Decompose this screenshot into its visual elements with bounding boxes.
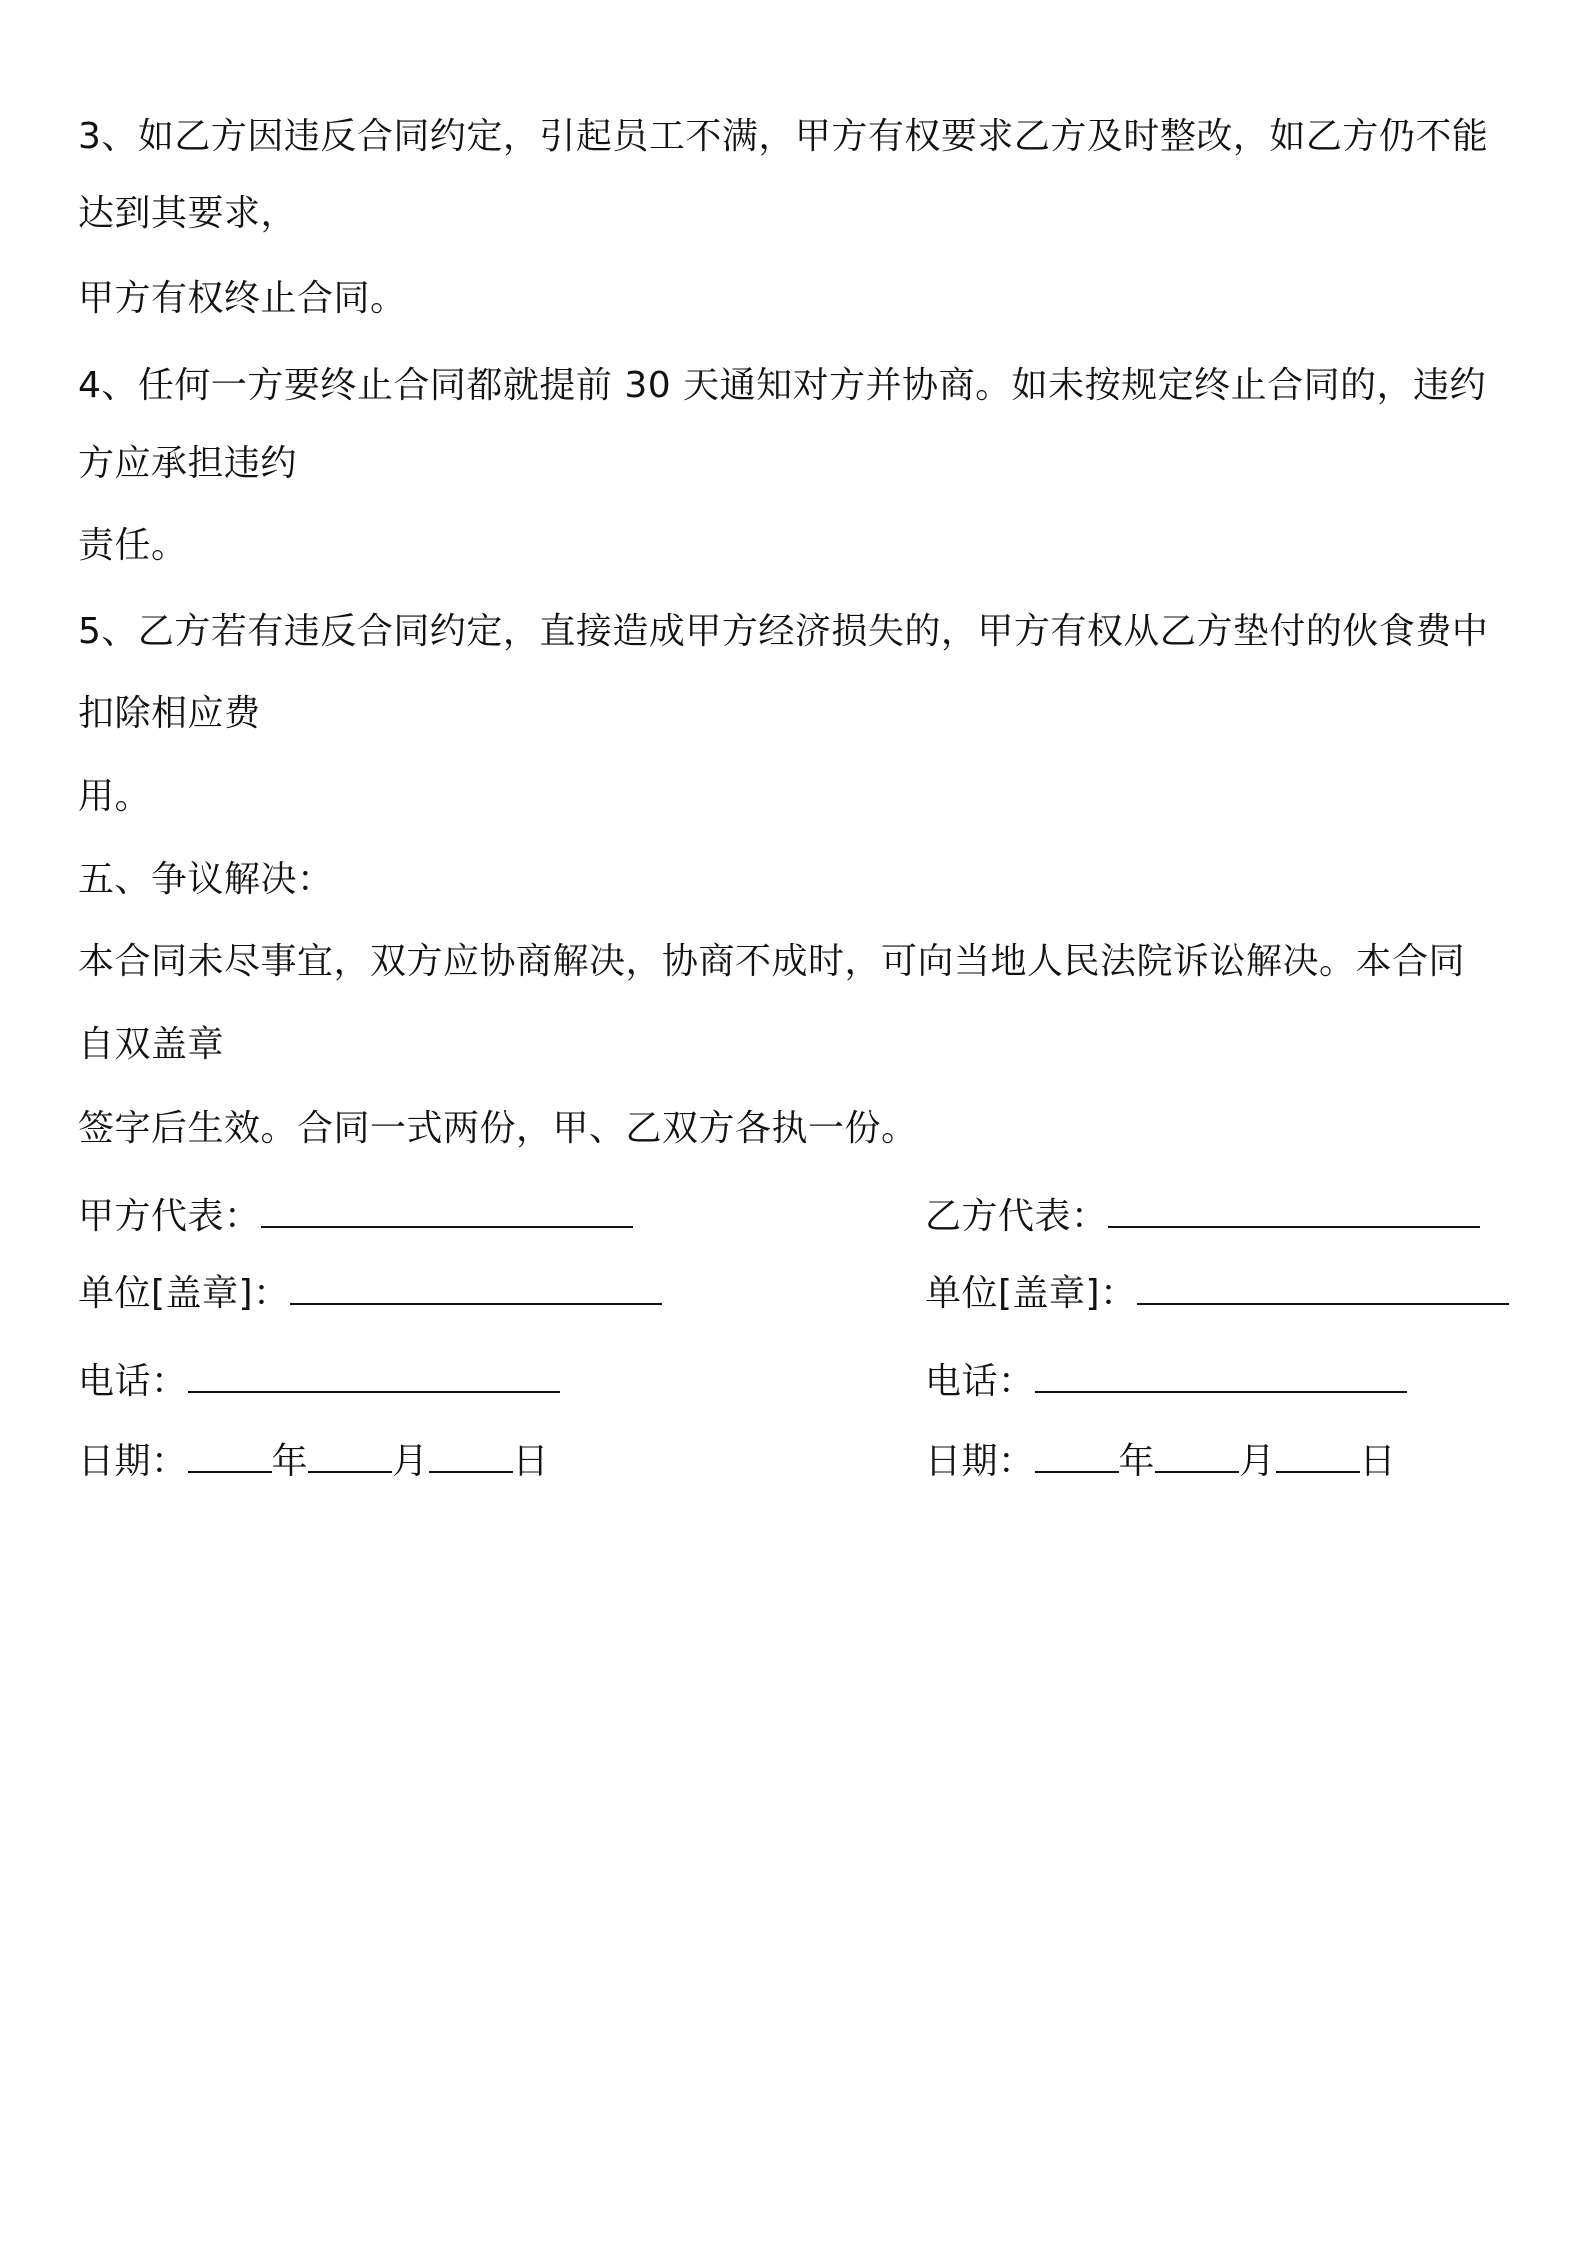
party-b-phone-label: 电话： bbox=[925, 1361, 1035, 1402]
party-b-date-label: 日期： bbox=[925, 1441, 1035, 1482]
party-a-day-blank[interactable] bbox=[429, 1441, 513, 1473]
clause-4-line-3: 责任。 bbox=[78, 525, 188, 566]
section-heading-dispute: 五、争议解决： bbox=[78, 859, 334, 900]
party-a-phone-blank[interactable] bbox=[188, 1361, 560, 1393]
party-a-unit-row bbox=[78, 1270, 662, 1318]
party-a-year-label: 年 bbox=[271, 1441, 309, 1482]
party-b-phone-blank[interactable] bbox=[1035, 1361, 1407, 1393]
party-b-rep-row bbox=[925, 1193, 1480, 1241]
party-b-unit-row bbox=[925, 1270, 1509, 1318]
party-b-month-label: 月 bbox=[1239, 1441, 1276, 1482]
party-b-year-label: 年 bbox=[1118, 1441, 1156, 1482]
party-a-month-blank[interactable] bbox=[308, 1441, 392, 1473]
party-a-rep-row bbox=[78, 1193, 633, 1241]
party-b-month-blank[interactable] bbox=[1155, 1441, 1239, 1473]
party-a-date-row bbox=[78, 1438, 549, 1486]
party-b-rep-label: 乙方代表： bbox=[925, 1196, 1108, 1237]
clause-3-line-1: 3、如乙方因违反合同约定，引起员工不满，甲方有权要求乙方及时整改，如乙方仍不能 bbox=[78, 116, 1489, 157]
clause-4-line-2: 方应承担违约 bbox=[78, 443, 298, 484]
party-a-date-label: 日期： bbox=[78, 1441, 188, 1482]
party-a-day-label: 日 bbox=[512, 1441, 550, 1482]
party-b-date-row bbox=[925, 1438, 1396, 1486]
clause-3-line-3: 甲方有权终止合同。 bbox=[78, 278, 407, 319]
party-a-phone-label: 电话： bbox=[78, 1361, 188, 1402]
dispute-line-2: 自双盖章 bbox=[78, 1024, 225, 1065]
clause-5-line-2: 扣除相应费 bbox=[78, 693, 261, 734]
party-a-rep-label: 甲方代表： bbox=[78, 1196, 261, 1237]
dispute-line-1: 本合同未尽事宜，双方应协商解决，协商不成时，可向当地人民法院诉讼解决。本合同 bbox=[78, 941, 1466, 982]
party-b-day-label: 日 bbox=[1359, 1441, 1397, 1482]
party-a-phone-row bbox=[78, 1358, 560, 1406]
party-b-rep-blank[interactable] bbox=[1108, 1196, 1480, 1228]
party-b-phone-row bbox=[925, 1358, 1407, 1406]
party-a-rep-blank[interactable] bbox=[261, 1196, 633, 1228]
party-a-year-blank[interactable] bbox=[188, 1441, 272, 1473]
clause-4-line-1: 4、任何一方要终止合同都就提前 30 天通知对方并协商。如未按规定终止合同的，违约 bbox=[78, 365, 1487, 406]
clause-3-line-2: 达到其要求， bbox=[78, 193, 298, 234]
party-b-unit-blank[interactable] bbox=[1137, 1273, 1509, 1305]
party-a-month-label: 月 bbox=[392, 1441, 429, 1482]
party-b-year-blank[interactable] bbox=[1035, 1441, 1119, 1473]
clause-5-line-1: 5、乙方若有违反合同约定，直接造成甲方经济损失的，甲方有权从乙方垫付的伙食费中 bbox=[78, 611, 1489, 652]
party-a-unit-label: 单位[盖章]： bbox=[78, 1273, 290, 1314]
party-a-unit-blank[interactable] bbox=[290, 1273, 662, 1305]
dispute-line-3: 签字后生效。合同一式两份，甲、乙双方各执一份。 bbox=[78, 1108, 918, 1149]
clause-5-line-3: 用。 bbox=[78, 776, 152, 817]
party-b-unit-label: 单位[盖章]： bbox=[925, 1273, 1137, 1314]
party-b-day-blank[interactable] bbox=[1276, 1441, 1360, 1473]
